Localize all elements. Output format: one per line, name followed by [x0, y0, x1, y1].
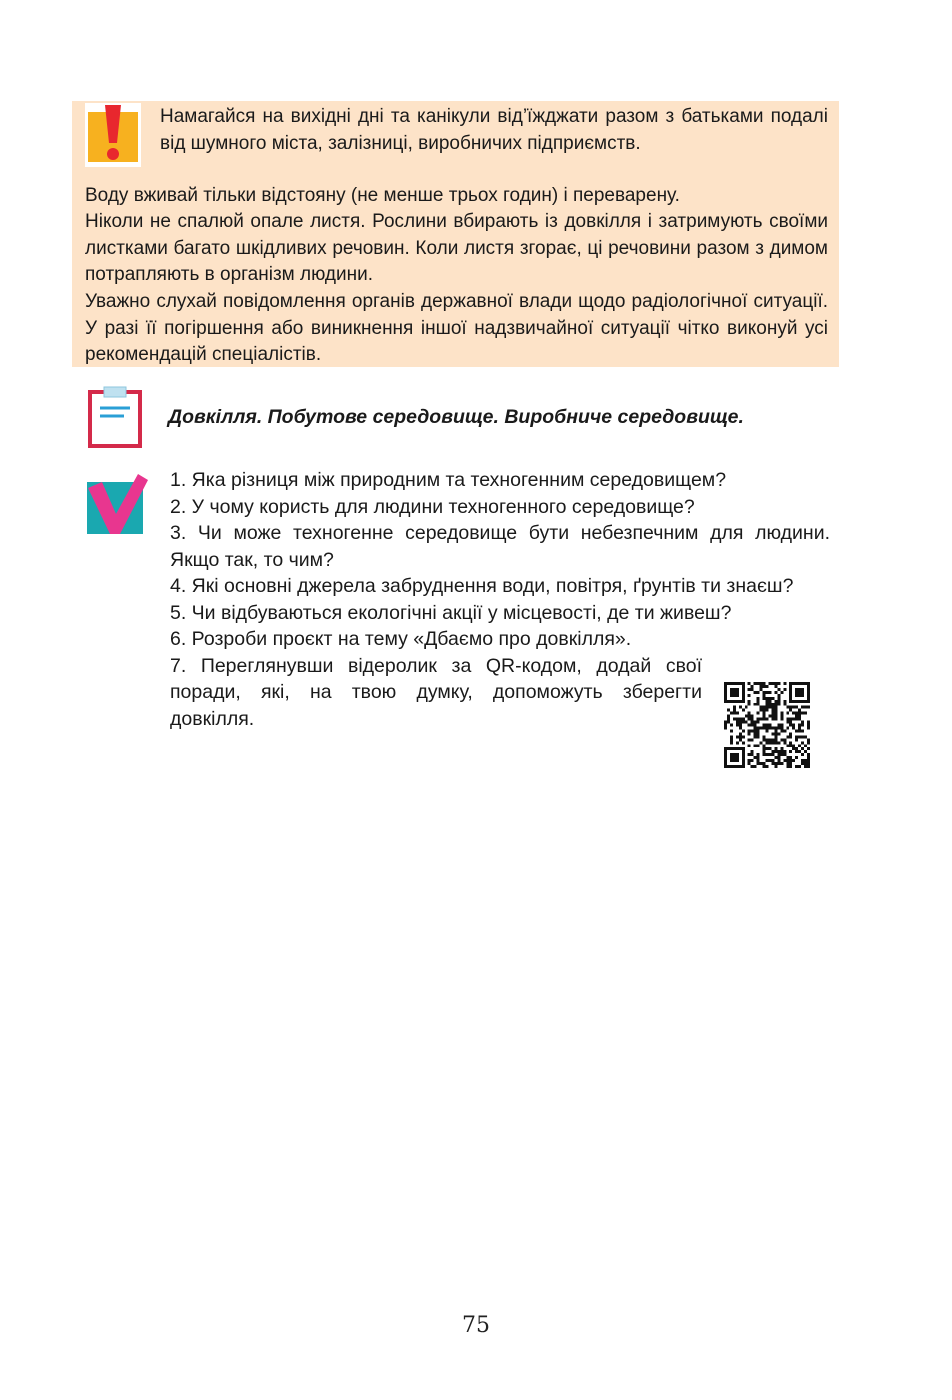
tip-paragraph: Намагайся на вихідні дні та канікули від’їжджати разом з батьками подалі від шумного міста, залізниці, виробничих підприємств. — [160, 106, 828, 154]
tip-paragraph: Ніколи не спалюй опале листя. Рослини вбирають із довкілля і затримують своїми листками багато шкідливих речовин. Коли листя згорає, ці речовини разом з димом потрапляють в організм людини. — [85, 211, 828, 285]
qr-code-icon[interactable] — [724, 682, 810, 768]
tip-paragraph: Воду вживай тільки відстояну (не менше трьох годин) і переварену. — [85, 185, 680, 206]
question-item: 2. У чому користь для людини техногенного середовище? — [170, 495, 695, 518]
tip-paragraph: Уважно слухай повідомлення органів державної влади щодо радіологічної ситуації. У разі її погіршення або виникнення іншої надзвичайної ситуації чітко виконуй усі рекомендацій спеціалістів. — [85, 291, 828, 365]
page-number: 75 — [462, 1313, 490, 1338]
question-item: 4. Які основні джерела забруднення води, повітря, ґрунтів ти знаєш? — [170, 575, 794, 597]
key-terms: Довкілля. Побутове середовище. Виробниче середовище. — [168, 406, 744, 428]
exclamation-icon — [85, 103, 141, 167]
question-item: 3. Чи може техногенне середовище бути небезпечним для людини. Якщо так, то чим? — [170, 522, 830, 571]
question-item: 1. Яка різниця між природним та техногенним середовищем? — [170, 469, 727, 491]
notebook-icon — [86, 386, 146, 448]
question-item: 6. Розроби проєкт на тему «Дбаємо про довкілля». — [170, 628, 632, 650]
question-item: 7. Переглянувши відеролик за QR-кодом, додай свої поради, які, на твою думку, допоможуть зберегти довкілля. — [170, 654, 702, 730]
checkmark-icon — [86, 474, 150, 536]
question-item: 5. Чи відбуваються екологічні акції у місцевості, де ти живеш? — [170, 601, 732, 624]
